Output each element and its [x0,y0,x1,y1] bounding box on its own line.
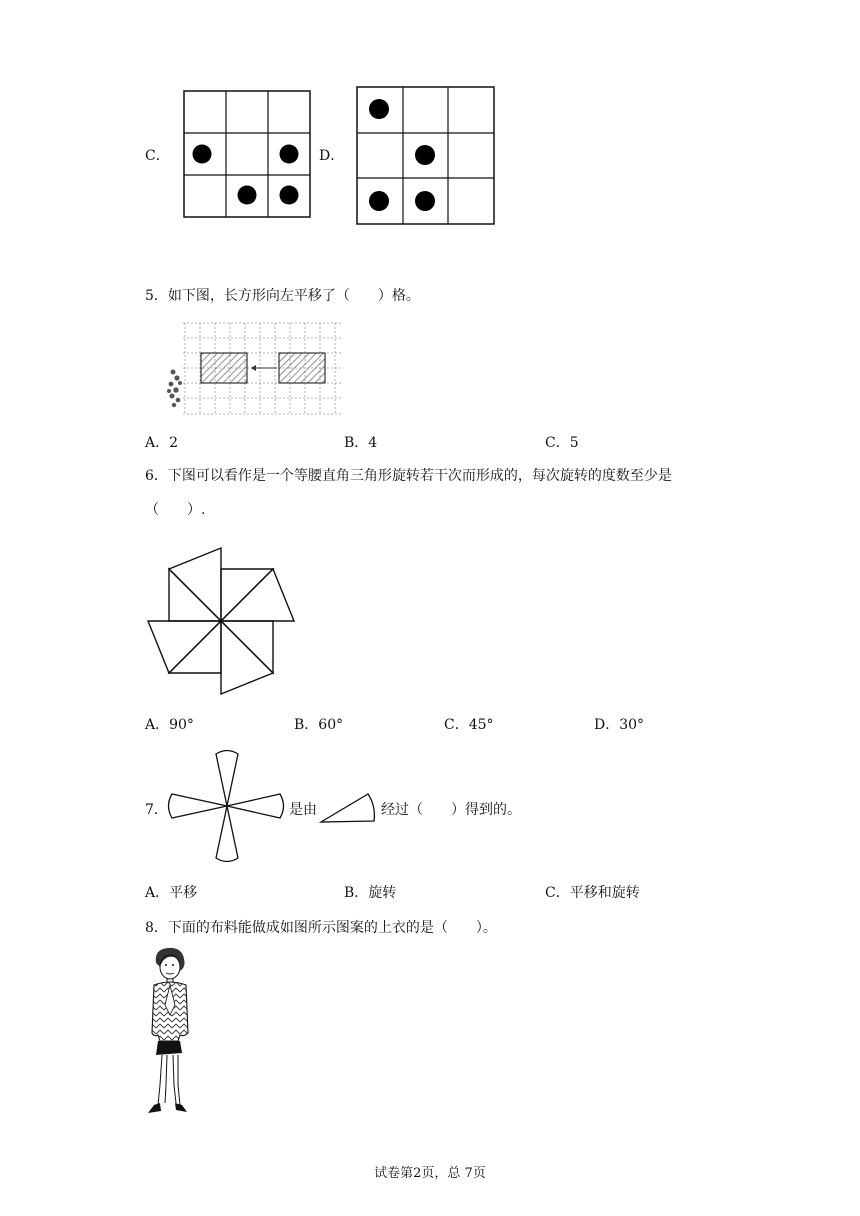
page-footer: 试卷第2页，总 7页 [374,1166,486,1181]
q7-end-text: 经过（ ）得到的。 [381,802,521,818]
q7-middle-text: 是由 [289,802,317,818]
q6-option-d: D．30° [594,717,645,733]
q7-option-a: A．平移 [145,885,198,901]
q4-option-c-grid [183,90,311,218]
q4-option-c-label: C． [145,148,170,164]
q8-stem: 8．下面的布料能做成如图所示图案的上衣的是（ ）。 [145,920,497,936]
q5-option-b: B．4 [344,435,378,451]
q7-flower-figure [168,750,286,864]
q5-stem: 5．如下图，长方形向左平移了（ ）格。 [145,288,420,304]
q4-option-d-label: D． [319,148,345,164]
q4-option-d-grid [356,86,495,225]
q5-grid-figure [165,320,345,418]
q7-sector-figure [318,792,378,826]
q6-option-c: C．45° [444,717,494,733]
q5-option-a: A．2 [145,435,179,451]
q7-number: 7． [145,802,168,818]
q6-pinwheel-figure [148,548,294,694]
q7-option-c: C．平移和旋转 [545,885,640,901]
q5-option-c: C．5 [545,435,579,451]
q6-option-a: A．90° [145,717,194,733]
q6-stem-line1: 6．下图可以看作是一个等腰直角三角形旋转若干次而形成的，每次旋转的度数至少是 [145,468,672,484]
q6-option-b: B．60° [294,717,344,733]
q8-woman-illustration [140,945,200,1117]
q7-option-b: B．旋转 [344,885,397,901]
q6-stem-line2: （ ）. [145,502,206,518]
